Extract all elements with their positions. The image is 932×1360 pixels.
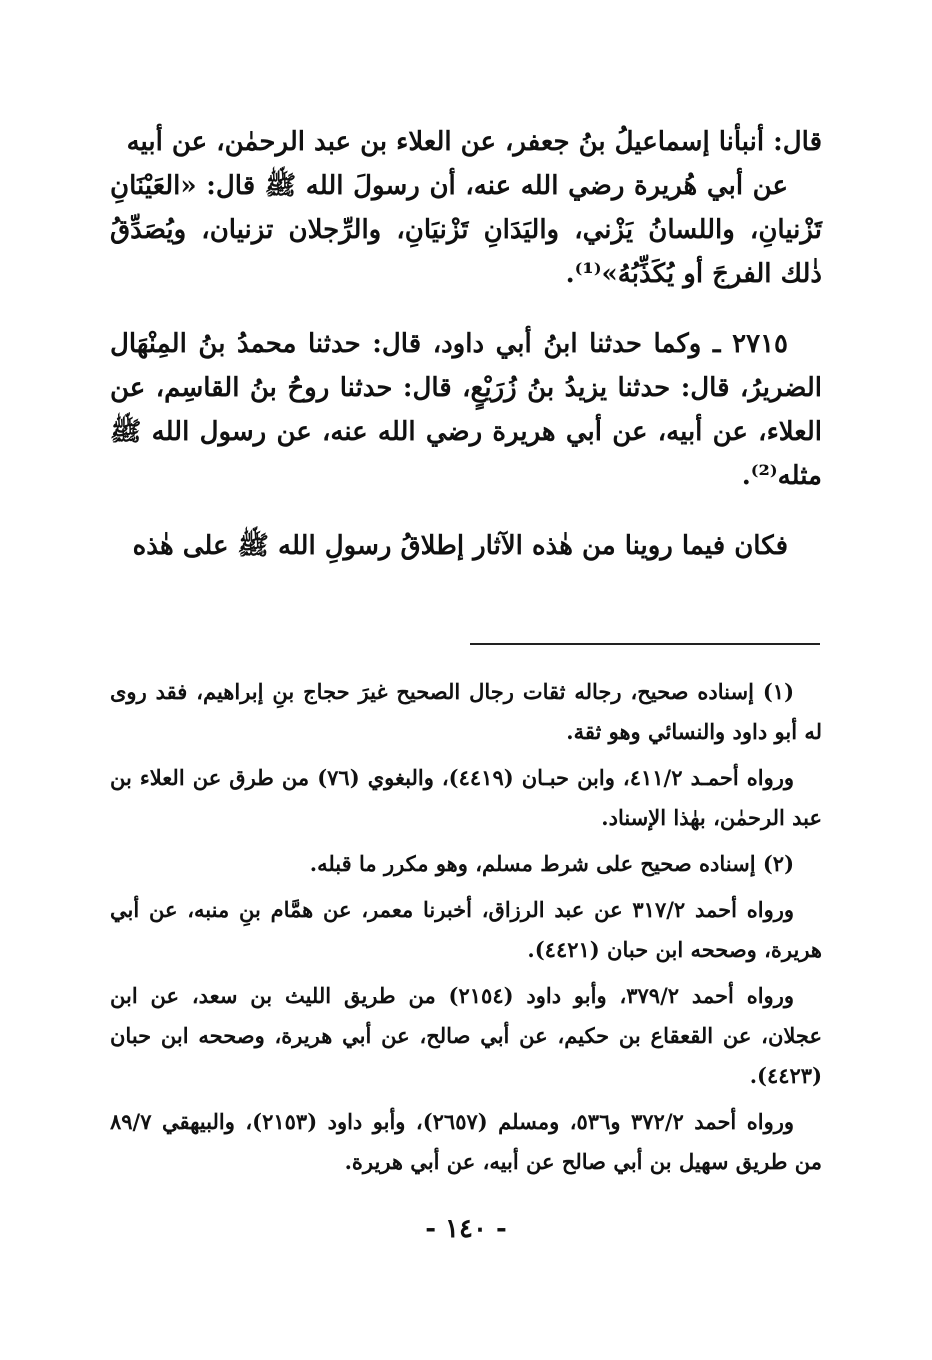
hadith-2715-paragraph: ٢٧١٥ ـ وكما حدثنا ابنُ أبي داود، قال: حدثنا محمدُ بنُ المِنْهَال الضريرُ، قال: حدثنا يزيدُ بنُ زُرَيْعٍ، قال: حدثنا روحُ بنُ القاسِم، عن العلاء، عن أبيه، عن أبي هريرة رضي الله عنه، عن رسول الله ﷺ مثله⁽²⁾. [110, 329, 822, 491]
footnote-2-continuation: ورواه أحمد ٣١٧/٢ عن عبد الرزاق، أخبرنا معمر، عن همَّام بنِ منبه، عن أبي هريرة، وصححه ابن حبان (٤٤٢١). [110, 897, 822, 962]
footnote-divider [470, 643, 820, 645]
footnote-1: (١) إسناده صحيح، رجاله ثقات رجال الصحيح غيرَ حجاج بنِ إبراهيم، فقد روى له أبو داود والنسائي وهو ثقة. [110, 679, 822, 744]
main-paragraph: فكان فيما روينا من هٰذه الآثار إطلاقُ رسولِ الله ﷺ على هٰذه [132, 531, 788, 561]
footnote-1-continuation: ورواه أحمـد ٤١١/٢، وابن حبـان (٤٤١٩)، والبغوي (٧٦) من طرق عن العلاء بن عبد الرحمٰن، بهٰذا الإسناد. [110, 765, 822, 830]
page-number: - ١٤٠ - [425, 1214, 507, 1244]
main-text [110, 120, 822, 568]
footnote-2-continuation: ورواه أحمد ٣٧٢/٢ و٥٣٦، ومسلم (٢٦٥٧)، وأبو داود (٢١٥٣)، والبيهقي ٨٩/٧ من طريق سهيل بن أبي صالح عن أبيه، عن أبي هريرة. [110, 1109, 822, 1174]
main-paragraph: عن أبي هُريرة رضي الله عنه، أن رسولَ الله ﷺ قال: «العَيْنَانِ تَزْنيانِ، واللسانُ يَزْني، واليَدَانِ تَزْنيَانِ، والرِّجلان تزنيان، ويُصَدِّقُ ذٰلك الفرجَ أو يُكَذِّبُهُ»⁽¹⁾. [110, 171, 822, 289]
footnote-2-continuation: ورواه أحمد ٣٧٩/٢، وأبو داود (٢١٥٤) من طريق الليث بن سعد، عن ابن عجلان، عن القعقاع بن حكيم، عن أبي صالح، عن أبي هريرة، وصححه ابن حبان (٤٤٢٣). [110, 983, 822, 1088]
footnotes [110, 672, 822, 1188]
footnote-2: (٢) إسناده صحيح على شرط مسلم، وهو مكرر ما قبله. [309, 851, 794, 876]
main-paragraph: قال: أنبأنا إسماعيلُ بنُ جعفر، عن العلاء بن عبد الرحمٰن، عن أبيه [126, 127, 822, 157]
